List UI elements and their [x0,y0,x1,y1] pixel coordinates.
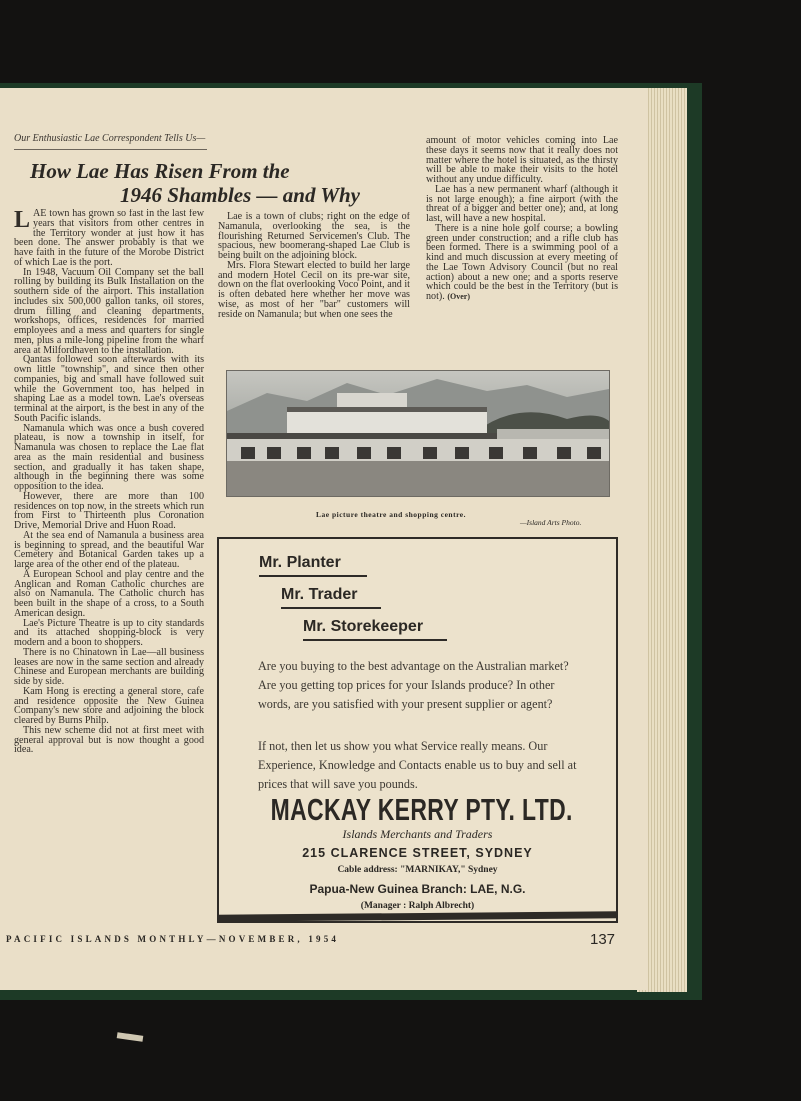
article-paragraph: This new scheme did not at first meet with general approval but is now thought a good idea. [14,724,204,756]
article-paragraph: Mrs. Flora Stewart elected to build her large and modern Hotel Cecil on its pre-war site, down on the flat overlooking Voco Point, and it is often debated here whether her move was wise, as most of her "bar" customers will reside on Namanula; but when one sees the [218,259,410,320]
ad-body-offer: If not, then let us show you what Service really means. Our Experience, Knowledge and Contacts enable us to buy and sell at prices that will save you pounds. [258,739,577,791]
theatre-photo [226,370,610,497]
paper-scrap [117,1032,144,1042]
photo-illustration [227,371,609,496]
branch-manager: (Manager : Ralph Albrecht) [360,901,475,911]
cable-address: Cable address: "MARNIKAY," Sydney [337,865,498,875]
headline-line-2: 1946 Shambles — and Why [120,183,360,207]
kicker: Our Enthusiastic Lae Correspondent Tells Us— [14,133,206,144]
article-column-2 [218,212,410,362]
addressee-planter: Mr. Planter [259,554,341,571]
article-paragraph: However, there are more than 100 residences on top now, in the streets which run from First to Thirteenth plus Coronation Drive, Memorial Drive and Huon Road. [14,490,204,531]
ad-body-question: Are you buying to the best advantage on the Australian market? Are you getting top prices for your Islands produce? In other words, are you satisfied with your present supplier or agent? [258,659,569,711]
article-paragraph: LAE town has grown so fast in the last few years that visitors from other centres in the Territory wonder at just how it has been done. The answer probably is that we have faith in the future of the Morobe District of which Lae is the port. [14,209,204,268]
addressee-rule [259,575,367,577]
running-footer: PACIFIC ISLANDS MONTHLY—NOVEMBER, 1954 [6,934,340,944]
article-column-1 [14,209,204,990]
company-tagline: Islands Merchants and Traders [342,827,493,841]
article-paragraph: amount of motor vehicles coming into Lae these days it seems now that it really does not matter where the hotel is situated, as the thirsty will be able to make their visits to the hotel without any undue difficulty. [426,136,618,185]
addressee-rule [281,607,381,609]
company-address: 215 CLARENCE STREET, SYDNEY [302,846,533,860]
article-paragraph: Qantas followed soon afterwards with its own little "township", and since then other companies, big and small have followed suit while the Government too, has helped in shaping Lae as a model town. Lae's overseas terminal at the airport, is the best in any of the South Pacific islands. [14,354,204,424]
magazine-page [0,88,648,990]
article-paragraph: Namanula which was once a bush covered plateau, is now a township in itself, for Namanula was chosen to replace the Lae flat area as the main residential and business section, and gradually it has taken shape, although in the beginning there was some opposition to the idea. [14,422,204,492]
article-paragraph: Lae is a town of clubs; right on the edge of Namanula, overlooking the sea, is the flourishing Returned Servicemen's Club. The spacious, new boomerang-shaped Lae Club is being built on the adjoining block. [218,212,410,261]
article-paragraph: A European School and play centre and the Anglican and Roman Catholic churches are also on Namanula. The Catholic church has been built in the shape of a cross, to a South American design. [14,568,204,619]
over-marker: (Over) [447,292,470,301]
page-number: 137 [590,931,616,948]
drop-cap: L [14,209,31,233]
kicker-rule [14,149,207,150]
article-paragraph: Lae's Picture Theatre is up to city standards and its attached shopping-block is very modern and a boon to shoppers. [14,617,204,648]
photo-caption: Lae picture theatre and shopping centre. [316,510,467,519]
article-paragraph: Lae has a new permanent wharf (although it is not large enough); a fine airport (with the threat of a bigger and better one); and, at long last, will have a new hospital. [426,183,618,224]
addressee-rule [303,639,447,641]
addressee-trader: Mr. Trader [281,586,358,603]
advertisement [217,537,618,923]
company-name: MACKAY KERRY PTY. LTD. [270,792,573,827]
photo-credit: —Island Arts Photo. [520,518,582,527]
article-paragraph: At the sea end of Namanula a business area is beginning to spread, and the beautiful War Cemetery and Botanical Garden takes up a large area of the other end of the plateau. [14,529,204,570]
headline-line-1: How Lae Has Risen From the [30,159,290,183]
addressee-storekeeper: Mr. Storekeeper [303,618,424,635]
article-column-3 [426,136,618,358]
article-paragraph: In 1948, Vacuum Oil Company set the ball rolling by building its Bulk Installation on the southern side of the airport. This installation includes six 500,000 gallon tanks, oil stores, drum filling and cleaning departments, workshops, offices, residences for married employees and a mess and quarters for single men, plus a mile-long pipeline from the wharf area at Milfordhaven to the installation. [14,266,204,356]
article-paragraph: Kam Hong is erecting a general store, cafe and residence opposite the New Guinea Company's new store and adjoining the block cleared by Burns Philp. [14,685,204,726]
article-paragraph: There is no Chinatown in Lae—all business leases are now in the same section and already Chinese and European merchants are building side by side. [14,646,204,687]
article-paragraph: There is a nine hole golf course; a bowling green under construction; and a rifle club has been formed. There is a swimming pool of a kind and much discussion at every meeting of the Lae Town Advisory Council (but no real action) about a new one; and a sports reserve which could be the best in the Territory (but is not). (Over) [426,222,618,302]
branch-office: Papua-New Guinea Branch: LAE, N.G. [309,882,526,896]
